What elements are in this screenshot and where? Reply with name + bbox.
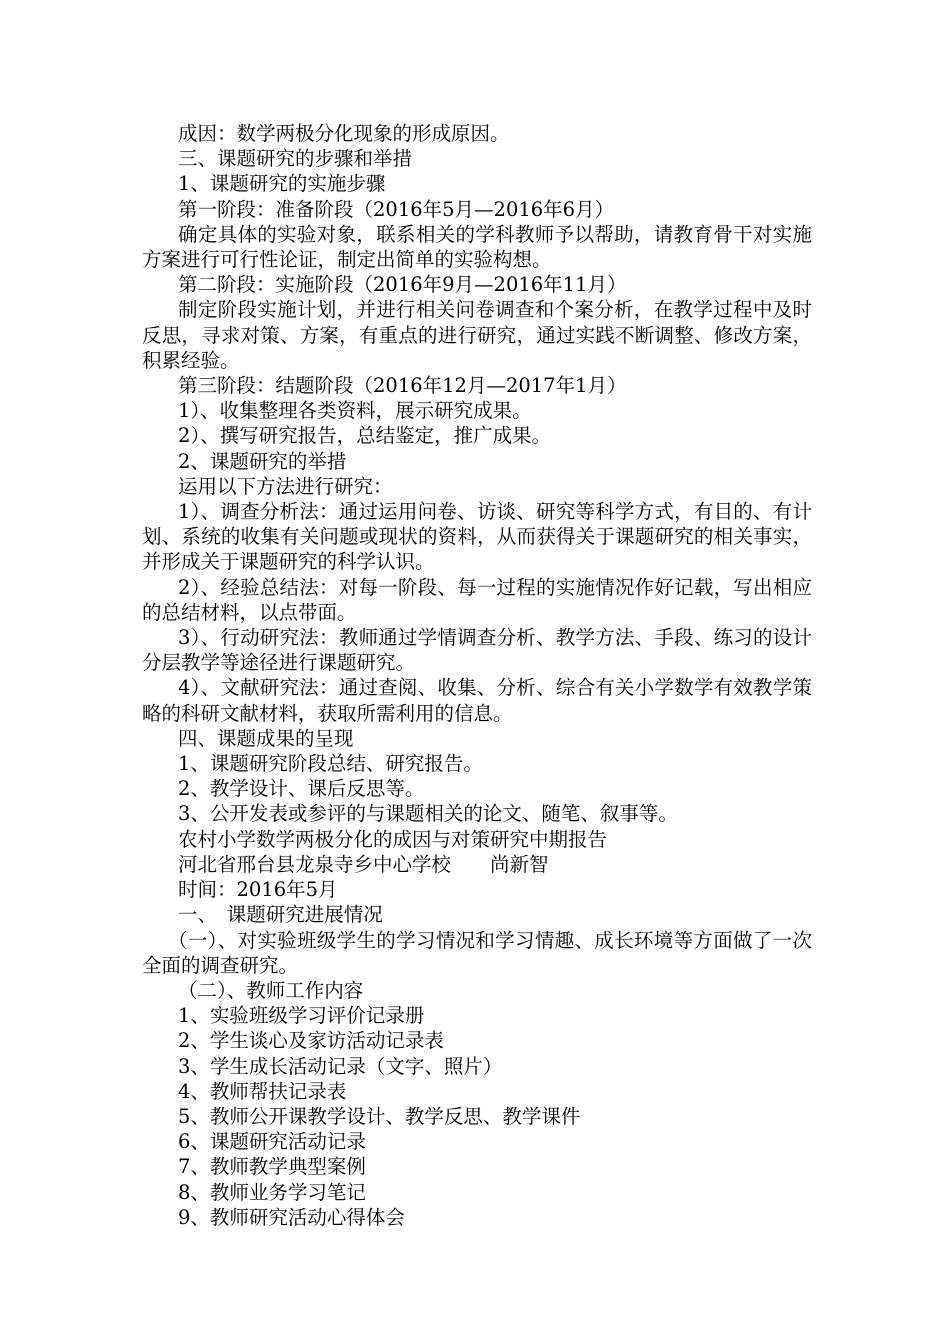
section-heading: 三、课题研究的步骤和举措 <box>178 147 413 171</box>
list-item: 9、教师研究活动心得体会 <box>178 1205 405 1229</box>
subsection-heading: （二）、教师工作内容 <box>178 978 364 1002</box>
report-title: 农村小学数学两极分化的成因与对策研究中期报告 <box>178 827 608 851</box>
subsection-heading: 2、课题研究的举措 <box>178 449 347 473</box>
paragraph: 制定阶段实施计划，并进行相关问卷调查和个案分析，在教学过程中及时反思，寻求对策、方案，有重点的进行研究，通过实践不断调整、修改方案，积累经验。 <box>142 298 812 372</box>
stage-heading: 第三阶段：结题阶段（2016年12月—2017年1月） <box>178 374 627 398</box>
list-item: 2、学生谈心及家访活动记录表 <box>178 1029 444 1053</box>
section-heading: 一、 课题研究进展情况 <box>178 903 383 927</box>
stage-heading: 第二阶段：实施阶段（2016年9月—2016年11月） <box>178 273 627 297</box>
list-item: 6、课题研究活动记录 <box>178 1130 366 1154</box>
paragraph: 运用以下方法进行研究： <box>178 474 393 498</box>
paragraph: 确定具体的实验对象，联系相关的学科教师予以帮助，请教育骨干对实施方案进行可行性论证，制定出简单的实验构想。 <box>142 222 812 272</box>
section-heading: 四、课题成果的呈现 <box>178 726 354 750</box>
stage-heading: 第一阶段：准备阶段（2016年5月—2016年6月） <box>178 197 615 221</box>
subsection-heading: 1、课题研究的实施步骤 <box>178 172 386 196</box>
date-line: 时间：2016年5月 <box>178 878 338 902</box>
list-item: 5、教师公开课教学设计、教学反思、教学课件 <box>178 1104 581 1128</box>
method-paragraph: 2）、经验总结法：对每一阶段、每一过程的实施情况作好记载，写出相应的总结材料，以点带面。 <box>142 575 812 624</box>
list-item: 1、实验班级学习评价记录册 <box>178 1004 425 1028</box>
list-item: 1、课题研究阶段总结、研究报告。 <box>178 752 483 776</box>
list-item: 2）、撰写研究报告，总结鉴定，推广成果。 <box>178 424 552 448</box>
list-item: 4、教师帮扶记录表 <box>178 1079 347 1103</box>
method-paragraph: 1）、调查分析法：通过运用问卷、访谈、研究等科学方式，有目的、有计划、系统的收集有关问题或现状的资料，从而获得关于课题研究的相关事实，并形成关于课题研究的科学认识。 <box>142 500 812 574</box>
method-paragraph: 3）、行动研究法：教师通过学情调查分析、教学方法、手段、练习的设计分层教学等途径进行课题研究。 <box>142 626 812 675</box>
list-item: 2、教学设计、课后反思等。 <box>178 777 425 801</box>
list-item: 7、教师教学典型案例 <box>178 1155 366 1179</box>
list-item: 3、学生成长活动记录（文字、照片） <box>178 1054 503 1078</box>
list-item: 1）、收集整理各类资料，展示研究成果。 <box>178 399 532 423</box>
list-item: 3、公开发表或参评的与课题相关的论文、随笔、叙事等。 <box>178 802 678 826</box>
method-paragraph: 4）、文献研究法：通过查阅、收集、分析、综合有关小学数学有效教学策略的科研文献材料，获取所需利用的信息。 <box>142 676 812 725</box>
document-body <box>142 121 812 1230</box>
paragraph: 成因：数学两极分化现象的形成原因。 <box>178 122 510 145</box>
paragraph: （一）、对实验班级学生的学习情况和学习情趣、成长环境等方面做了一次全面的调查研究。 <box>142 928 812 977</box>
list-item: 8、教师业务学习笔记 <box>178 1180 366 1204</box>
author-line: 河北省邢台县龙泉寺乡中心学校 尚新智 <box>178 852 549 876</box>
